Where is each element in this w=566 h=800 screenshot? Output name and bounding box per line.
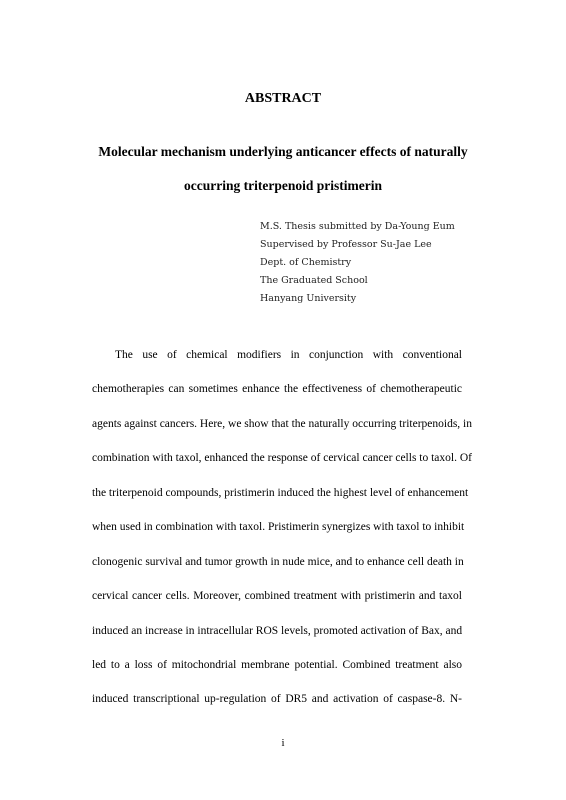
thesis-metadata [260, 218, 540, 308]
body-line-10: led to a loss of mitochondrial membrane potential. Combined treatment also [92, 659, 462, 671]
body-line-9: induced an increase in intracellular ROS levels, promoted activation of Bax, and [92, 625, 463, 637]
thesis-title-line-1: Molecular mechanism underlying anticancer effects of naturally [98, 144, 468, 159]
body-line-8: cervical cancer cells. Moreover, combined treatment with pristimerin and taxol [92, 590, 462, 602]
body-line-1: The use of chemical modifiers in conjunction with conventional [115, 349, 462, 361]
body-line-11: induced transcriptional up-regulation of DR5 and activation of caspase-8. N- [92, 693, 462, 705]
body-line-3: agents against cancers. Here, we show that the naturally occurring triterpenoids, in [92, 418, 473, 430]
page-number: i [281, 737, 285, 749]
graduate-school: The Graduated School [260, 275, 368, 286]
university: Hanyang University [260, 293, 357, 304]
body-line-6: when used in combination with taxol. Pristimerin synergizes with taxol to inhibit [92, 521, 465, 533]
department: Dept. of Chemistry [260, 257, 352, 268]
body-line-7: clonogenic survival and tumor growth in nude mice, and to enhance cell death in [92, 556, 464, 568]
supervisor: Supervised by Professor Su-Jae Lee [260, 239, 432, 250]
body-line-5: the triterpenoid compounds, pristimerin induced the highest level of enhancement [92, 487, 469, 499]
thesis-title-line-2: occurring triterpenoid pristimerin [184, 178, 382, 193]
submitted-by: M.S. Thesis submitted by Da-Young Eum [260, 221, 455, 232]
abstract-heading: ABSTRACT [244, 91, 322, 106]
body-line-2: chemotherapies can sometimes enhance the effectiveness of chemotherapeutic [92, 383, 462, 395]
body-line-4: combination with taxol, enhanced the response of cervical cancer cells to taxol. Of [92, 452, 472, 464]
